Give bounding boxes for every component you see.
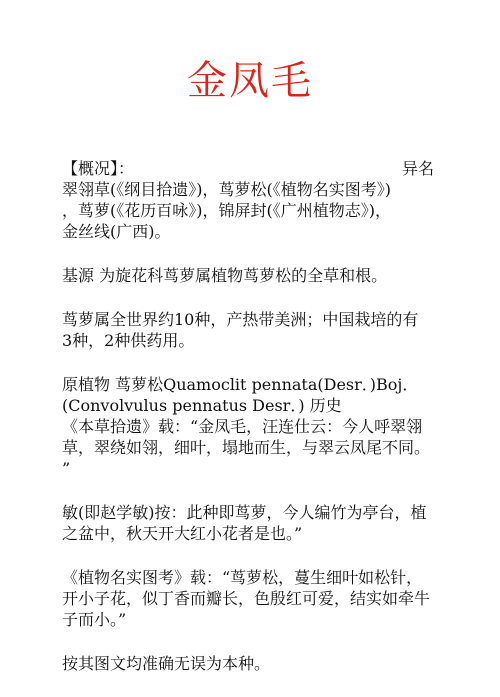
overview-label: 【概况】：: [62, 159, 135, 178]
text-line: 开小子花，似丁香而瓣长，色殷红可爱，结实如牵牛: [62, 589, 431, 608]
text-line: ”: [62, 459, 71, 478]
text-line: 敏(即赵学敏)按：此种即茑萝，今人编竹为亭台，植: [62, 503, 427, 522]
document-body: [62, 158, 434, 697]
overview-line: ，茑萝(《花历百咏》)，锦屏封(《广州植物志》)，: [62, 201, 391, 220]
paragraph-source: [62, 265, 434, 286]
text-line: 茑萝属全世界约10种，产热带美洲；中国栽培的有: [62, 310, 419, 329]
paragraph-mingshi-tukao: [62, 567, 434, 630]
text-line: 原植物 茑萝松Quamoclit pennata(Desr．)Boj．: [62, 375, 419, 394]
paragraph-genus: [62, 309, 434, 351]
document-title: 金凤毛: [187, 58, 313, 104]
paragraph-overview: [62, 158, 434, 242]
text-line: 3种，2种供药用。: [62, 331, 195, 350]
overview-header-row: [62, 158, 434, 179]
text-line: (Convolvulus pennatus Desr．) 历史: [62, 396, 342, 415]
alias-label: 异名: [401, 159, 434, 178]
paragraph-conclusion: [62, 653, 434, 674]
text-line: 草，翠绕如翎，细叶，塌地而生，与翠云凤尾不同。: [62, 438, 431, 457]
text-line: 《植物名实图考》载：“茑萝松，蔓生细叶如松针，: [62, 568, 423, 587]
text-line: 之盆中，秋天开大红小花者是也。”: [62, 524, 303, 543]
text-line: 按其图文均准确无误为本种。: [62, 654, 271, 673]
text-line: 基源 为旋花科茑萝属植物茑萝松的全草和根。: [62, 266, 388, 285]
text-line: 《本草拾遗》载：“金凤毛，汪连仕云：今人呼翠翎: [62, 417, 423, 436]
overview-line: 翠翎草(《纲目拾遗》)，茑萝松(《植物名实图考》): [62, 180, 391, 199]
paragraph-zhao-note: [62, 502, 434, 544]
overview-line: 金丝线(广西)。: [62, 222, 171, 241]
text-line: 子而小。”: [62, 610, 127, 629]
paragraph-plant-history: [62, 374, 434, 479]
